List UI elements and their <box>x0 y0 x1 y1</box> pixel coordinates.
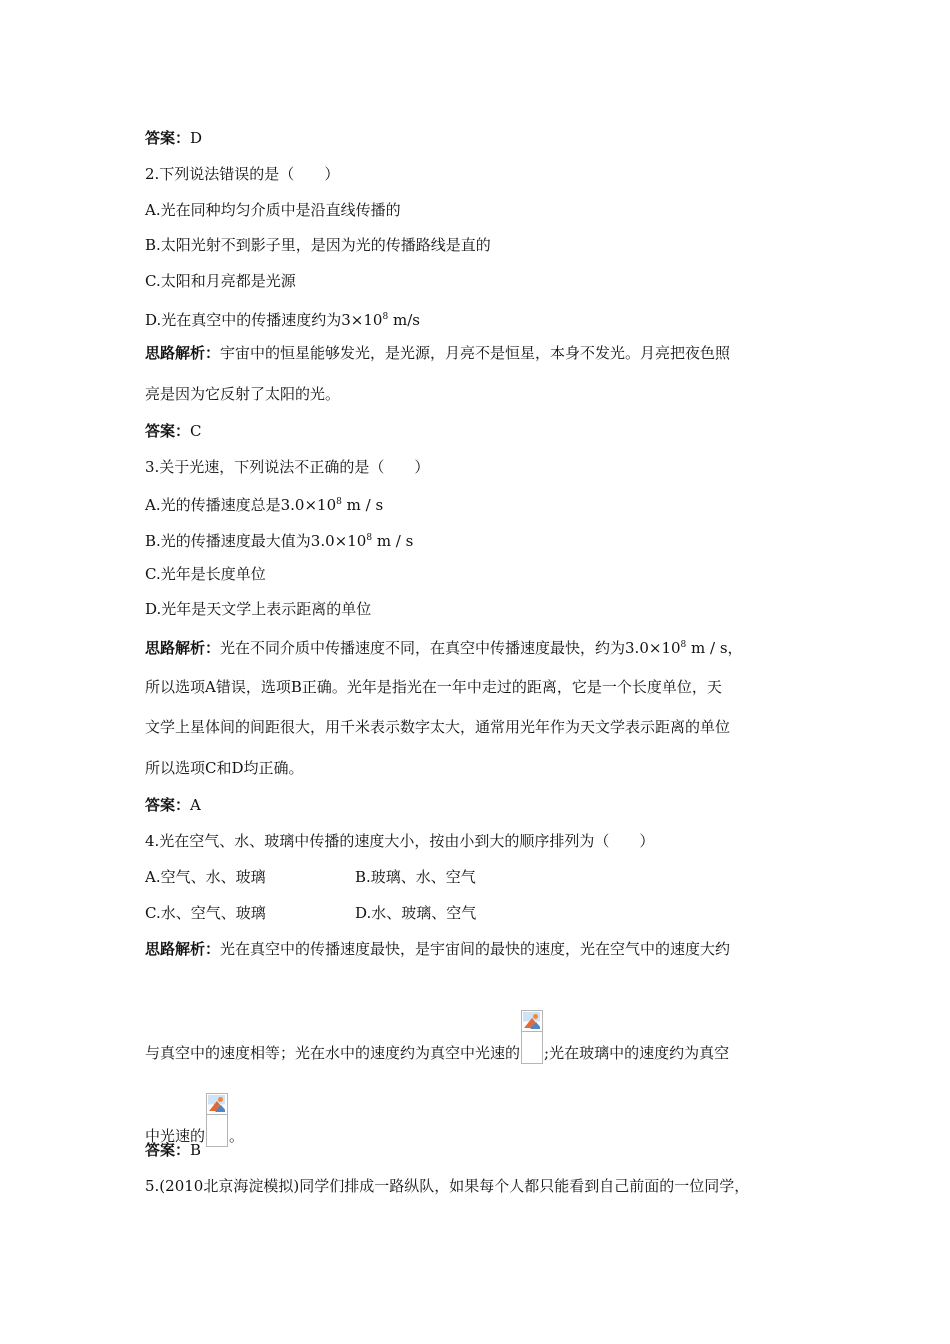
unit: m/s <box>388 311 420 329</box>
q2-option-d <box>145 307 420 330</box>
q4-option-c: C.水、空气、玻璃 <box>145 904 266 922</box>
analysis-text: 光在不同介质中传播速度不同，在真空中传播速度最快，约为3.0×10 <box>220 639 681 657</box>
answer-line-q4 <box>145 1140 201 1160</box>
analysis-text: 。 <box>229 1127 245 1145</box>
q3-analysis-line-2: 所以选项A错误，选项B正确。光年是指光在一年中走过的距离，它是一个长度单位，天 <box>145 678 722 696</box>
unit: m / s， <box>686 639 743 657</box>
q3-option-c: C.光年是长度单位 <box>145 565 266 583</box>
broken-image-icon <box>206 1093 228 1147</box>
analysis-label: 思路解析： <box>145 940 221 958</box>
q4-options-row-2 <box>145 903 645 923</box>
q2-option-b: B.太阳光射不到影子里，是因为光的传播路线是直的 <box>145 236 491 254</box>
question-4-stem: 4.光在空气、水、玻璃中传播的速度大小，按由小到大的顺序排列为（ ） <box>145 832 655 850</box>
analysis-text: 与真空中的速度相等；光在水中的速度约为真空中光速的 <box>145 1044 521 1062</box>
answer-value: D <box>190 129 203 147</box>
answer-line-q3 <box>145 795 201 815</box>
exponent: 8 <box>680 640 687 650</box>
question-5-stem: 5.(2010北京海淀模拟)同学们排成一路纵队，如果每个人都只能看到自己前面的一位同学， <box>145 1177 750 1195</box>
exponent: 8 <box>382 312 389 322</box>
analysis-label: 思路解析： <box>145 639 221 657</box>
analysis-text: ;光在玻璃中的速度约为真空 <box>544 1044 730 1062</box>
unit: m / s <box>372 532 414 550</box>
question-2-stem: 2.下列说法错误的是（ ） <box>145 165 340 183</box>
q4-option-b: B.玻璃、水、空气 <box>355 868 476 886</box>
q4-option-d: D.水、玻璃、空气 <box>355 904 477 922</box>
answer-line-q2 <box>145 421 202 441</box>
q3-option-b <box>145 528 413 551</box>
answer-label: 答案： <box>145 129 191 147</box>
q2-option-c: C.太阳和月亮都是光源 <box>145 272 296 290</box>
q3-option-a-text: A.光的传播速度总是3.0×10 <box>145 496 337 514</box>
q3-option-a <box>145 492 383 515</box>
unit: m / s <box>341 496 384 514</box>
analysis-text: 宇宙中的恒星能够发光，是光源，月亮不是恒星，本身不发光。月亮把夜色照 <box>220 344 731 362</box>
analysis-text: 光在真空中的传播速度最快，是宇宙间的最快的速度，光在空气中的速度大约 <box>220 940 731 958</box>
exponent: 8 <box>336 497 342 507</box>
q4-analysis-line-2 <box>145 1010 729 1064</box>
analysis-label: 思路解析： <box>145 344 221 362</box>
answer-label: 答案： <box>145 1141 191 1159</box>
answer-value: C <box>190 422 202 440</box>
q2-analysis-line-2: 亮是因为它反射了太阳的光。 <box>145 385 341 403</box>
broken-image-icon <box>521 1010 543 1064</box>
answer-value: B <box>190 1141 202 1159</box>
q4-analysis-line-1 <box>145 939 730 959</box>
answer-label: 答案： <box>145 422 191 440</box>
q4-option-a: A.空气、水、玻璃 <box>145 868 266 886</box>
q3-analysis-line-3: 文学上星体间的间距很大，用千米表示数字太大，通常用光年作为天文学表示距离的单位 <box>145 718 731 736</box>
q2-analysis-line-1 <box>145 343 730 363</box>
q3-analysis-line-1 <box>145 635 743 658</box>
q4-analysis-line-3 <box>145 1093 244 1147</box>
exponent: 8 <box>366 533 373 543</box>
q4-options-row-1 <box>145 867 645 887</box>
answer-value: A <box>190 796 201 814</box>
answer-label: 答案： <box>145 796 191 814</box>
q3-analysis-line-4: 所以选项C和D均正确。 <box>145 759 304 777</box>
analysis-text: 中光速的 <box>145 1127 206 1145</box>
answer-line-q1 <box>145 128 202 148</box>
question-3-stem: 3.关于光速，下列说法不正确的是（ ） <box>145 458 430 476</box>
q3-option-d: D.光年是天文学上表示距离的单位 <box>145 600 372 618</box>
q2-option-a: A.光在同种均匀介质中是沿直线传播的 <box>145 201 401 219</box>
q3-option-b-text: B.光的传播速度最大值为3.0×10 <box>145 532 367 550</box>
q2-option-d-text: D.光在真空中的传播速度约为3×10 <box>145 311 383 329</box>
